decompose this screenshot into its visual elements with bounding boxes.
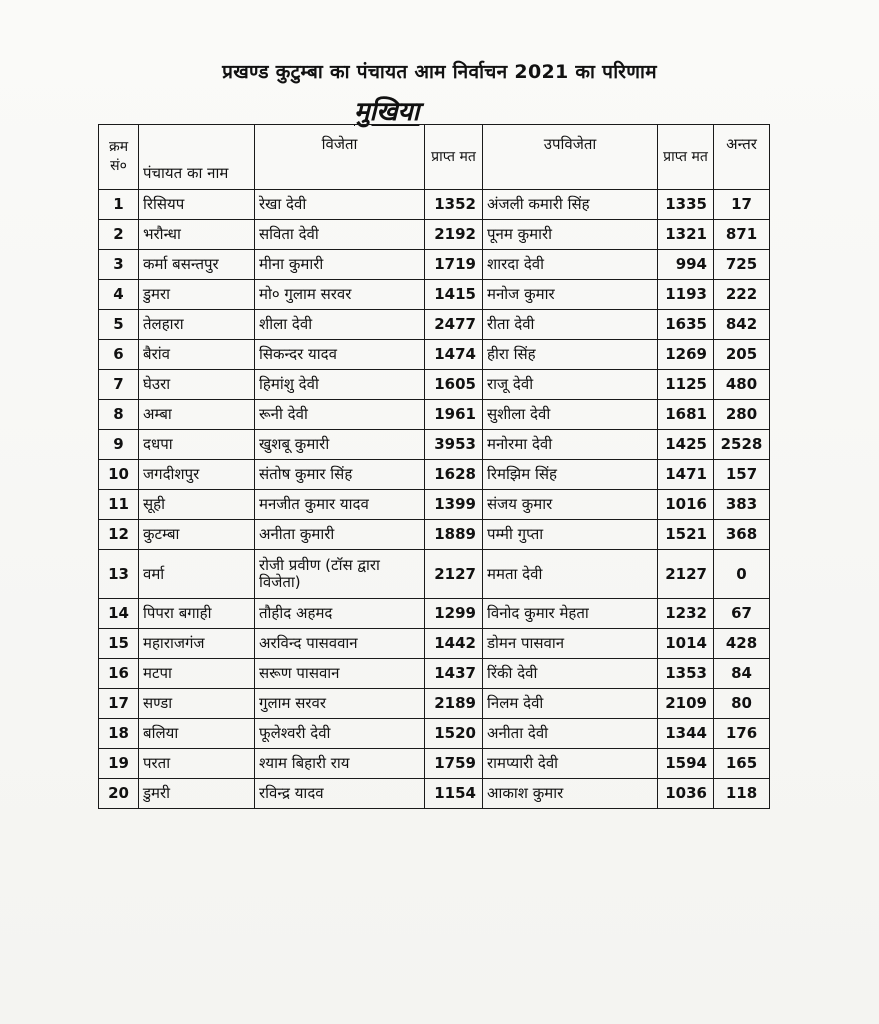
cell-runner-votes: 2127 [658, 550, 714, 599]
table-row [99, 310, 770, 340]
cell-panchayat: भरौन्धा [139, 220, 255, 250]
cell-winner-votes: 2127 [425, 550, 483, 599]
table-row [99, 689, 770, 719]
table-row [99, 659, 770, 689]
cell-runner-votes: 1321 [658, 220, 714, 250]
cell-winner: अनीता कुमारी [255, 520, 425, 550]
cell-runner-votes: 1232 [658, 599, 714, 629]
cell-panchayat: परता [139, 749, 255, 779]
cell-serial: 12 [99, 520, 139, 550]
cell-panchayat: घेउरा [139, 370, 255, 400]
cell-serial: 13 [99, 550, 139, 599]
cell-serial: 3 [99, 250, 139, 280]
cell-runner-up: अनीता देवी [483, 719, 658, 749]
cell-winner: सविता देवी [255, 220, 425, 250]
cell-winner-votes: 1415 [425, 280, 483, 310]
table-row [99, 520, 770, 550]
cell-panchayat: डुमरा [139, 280, 255, 310]
cell-winner-votes: 1719 [425, 250, 483, 280]
cell-panchayat: सण्डा [139, 689, 255, 719]
header-winner-votes: प्राप्त मत [425, 125, 483, 190]
cell-panchayat: डुमरी [139, 779, 255, 809]
cell-margin: 67 [714, 599, 770, 629]
cell-serial: 8 [99, 400, 139, 430]
cell-winner: रविन्द्र यादव [255, 779, 425, 809]
cell-margin: 205 [714, 340, 770, 370]
cell-runner-votes: 1471 [658, 460, 714, 490]
table-row [99, 550, 770, 599]
cell-margin: 871 [714, 220, 770, 250]
cell-runner-up: ममता देवी [483, 550, 658, 599]
cell-runner-votes: 1425 [658, 430, 714, 460]
cell-winner: सिकन्दर यादव [255, 340, 425, 370]
cell-runner-up: राजू देवी [483, 370, 658, 400]
cell-runner-votes: 1193 [658, 280, 714, 310]
cell-panchayat: कुटम्बा [139, 520, 255, 550]
cell-runner-up: मनोज कुमार [483, 280, 658, 310]
cell-runner-up: आकाश कुमार [483, 779, 658, 809]
table-row [99, 370, 770, 400]
table-row [99, 280, 770, 310]
cell-winner: गुलाम सरवर [255, 689, 425, 719]
cell-serial: 14 [99, 599, 139, 629]
document-title: प्रखण्ड कुटुम्बा का पंचायत आम निर्वाचन 2021 का परिणाम [222, 61, 657, 83]
table-row [99, 250, 770, 280]
cell-panchayat: सूही [139, 490, 255, 520]
cell-margin: 280 [714, 400, 770, 430]
cell-margin: 17 [714, 190, 770, 220]
cell-winner: रोजी प्रवीण (टॉस द्वारा विजेता) [255, 550, 425, 599]
table-row [99, 340, 770, 370]
cell-runner-votes: 1594 [658, 749, 714, 779]
cell-runner-votes: 1344 [658, 719, 714, 749]
cell-serial: 16 [99, 659, 139, 689]
cell-runner-votes: 2109 [658, 689, 714, 719]
cell-runner-up: पूनम कुमारी [483, 220, 658, 250]
cell-serial: 19 [99, 749, 139, 779]
cell-panchayat: अम्बा [139, 400, 255, 430]
cell-runner-up: शारदा देवी [483, 250, 658, 280]
cell-runner-votes: 1036 [658, 779, 714, 809]
cell-runner-up: रिमझिम सिंह [483, 460, 658, 490]
table-row [99, 599, 770, 629]
cell-panchayat: कर्मा बसन्तपुर [139, 250, 255, 280]
cell-runner-votes: 1635 [658, 310, 714, 340]
table-header-row [99, 125, 770, 190]
cell-panchayat: मटपा [139, 659, 255, 689]
cell-serial: 11 [99, 490, 139, 520]
cell-winner-votes: 1628 [425, 460, 483, 490]
cell-runner-votes: 1016 [658, 490, 714, 520]
cell-serial: 2 [99, 220, 139, 250]
cell-runner-up: मनोरमा देवी [483, 430, 658, 460]
cell-panchayat: वर्मा [139, 550, 255, 599]
cell-margin: 428 [714, 629, 770, 659]
cell-winner-votes: 1520 [425, 719, 483, 749]
cell-winner: मनजीत कुमार यादव [255, 490, 425, 520]
table-row [99, 430, 770, 460]
cell-serial: 1 [99, 190, 139, 220]
cell-runner-votes: 1521 [658, 520, 714, 550]
cell-panchayat: महाराजगंज [139, 629, 255, 659]
cell-runner-up: रिंकी देवी [483, 659, 658, 689]
cell-winner-votes: 1889 [425, 520, 483, 550]
cell-runner-up: निलम देवी [483, 689, 658, 719]
cell-margin: 2528 [714, 430, 770, 460]
cell-winner-votes: 1605 [425, 370, 483, 400]
cell-winner-votes: 1961 [425, 400, 483, 430]
cell-margin: 80 [714, 689, 770, 719]
results-table [98, 124, 770, 809]
cell-serial: 7 [99, 370, 139, 400]
cell-margin: 383 [714, 490, 770, 520]
cell-serial: 4 [99, 280, 139, 310]
cell-winner: संतोष कुमार सिंह [255, 460, 425, 490]
cell-winner: रेखा देवी [255, 190, 425, 220]
cell-winner-votes: 2192 [425, 220, 483, 250]
table-row [99, 220, 770, 250]
cell-serial: 17 [99, 689, 139, 719]
cell-margin: 157 [714, 460, 770, 490]
cell-winner-votes: 1437 [425, 659, 483, 689]
cell-winner: तौहीद अहमद [255, 599, 425, 629]
cell-margin: 842 [714, 310, 770, 340]
cell-winner-votes: 1399 [425, 490, 483, 520]
cell-runner-up: संजय कुमार [483, 490, 658, 520]
cell-winner-votes: 1352 [425, 190, 483, 220]
cell-winner-votes: 2477 [425, 310, 483, 340]
cell-runner-up: विनोद कुमार मेहता [483, 599, 658, 629]
table-row [99, 719, 770, 749]
cell-runner-up: हीरा सिंह [483, 340, 658, 370]
cell-serial: 20 [99, 779, 139, 809]
cell-winner-votes: 1759 [425, 749, 483, 779]
cell-winner: शीला देवी [255, 310, 425, 340]
cell-serial: 5 [99, 310, 139, 340]
cell-margin: 480 [714, 370, 770, 400]
cell-panchayat: दधपा [139, 430, 255, 460]
cell-runner-up: रीता देवी [483, 310, 658, 340]
cell-margin: 222 [714, 280, 770, 310]
cell-winner: फूलेश्वरी देवी [255, 719, 425, 749]
cell-margin: 725 [714, 250, 770, 280]
cell-serial: 18 [99, 719, 139, 749]
table-row [99, 190, 770, 220]
header-serial: क्रम सं० [99, 125, 139, 190]
cell-runner-up: डोमन पासवान [483, 629, 658, 659]
cell-margin: 176 [714, 719, 770, 749]
table-row [99, 400, 770, 430]
table-row [99, 460, 770, 490]
table-row [99, 629, 770, 659]
table-row [99, 779, 770, 809]
cell-runner-votes: 1335 [658, 190, 714, 220]
cell-runner-votes: 1681 [658, 400, 714, 430]
cell-runner-votes: 1125 [658, 370, 714, 400]
cell-winner-votes: 2189 [425, 689, 483, 719]
cell-margin: 84 [714, 659, 770, 689]
cell-runner-up: पम्मी गुप्ता [483, 520, 658, 550]
cell-winner-votes: 1154 [425, 779, 483, 809]
cell-panchayat: जगदीशपुर [139, 460, 255, 490]
cell-winner: मीना कुमारी [255, 250, 425, 280]
cell-winner: रूनी देवी [255, 400, 425, 430]
cell-margin: 368 [714, 520, 770, 550]
cell-winner: मो० गुलाम सरवर [255, 280, 425, 310]
cell-winner-votes: 1474 [425, 340, 483, 370]
header-runner-votes: प्राप्त मत [658, 125, 714, 190]
cell-runner-votes: 1014 [658, 629, 714, 659]
cell-panchayat: बैरांव [139, 340, 255, 370]
cell-margin: 0 [714, 550, 770, 599]
cell-serial: 10 [99, 460, 139, 490]
cell-panchayat: तेलहारा [139, 310, 255, 340]
header-winner: विजेता [255, 125, 425, 190]
cell-winner: श्याम बिहारी राय [255, 749, 425, 779]
cell-runner-up: सुशीला देवी [483, 400, 658, 430]
cell-margin: 118 [714, 779, 770, 809]
cell-winner-votes: 1442 [425, 629, 483, 659]
cell-winner: सरूण पासवान [255, 659, 425, 689]
cell-winner: अरविन्द पासववान [255, 629, 425, 659]
table-row [99, 749, 770, 779]
cell-winner-votes: 1299 [425, 599, 483, 629]
document-subtitle: मुखिया [354, 97, 420, 127]
cell-runner-votes: 994 [658, 250, 714, 280]
cell-runner-votes: 1353 [658, 659, 714, 689]
cell-serial: 15 [99, 629, 139, 659]
cell-panchayat: पिपरा बगाही [139, 599, 255, 629]
header-panchayat: पंचायत का नाम [139, 125, 255, 190]
table-row [99, 490, 770, 520]
cell-margin: 165 [714, 749, 770, 779]
cell-runner-up: अंजली कमारी सिंह [483, 190, 658, 220]
cell-winner: हिमांशु देवी [255, 370, 425, 400]
cell-runner-votes: 1269 [658, 340, 714, 370]
header-runner-up: उपविजेता [483, 125, 658, 190]
cell-winner-votes: 3953 [425, 430, 483, 460]
cell-panchayat: बलिया [139, 719, 255, 749]
cell-panchayat: रिसियप [139, 190, 255, 220]
cell-runner-up: रामप्यारी देवी [483, 749, 658, 779]
cell-serial: 9 [99, 430, 139, 460]
cell-winner: खुशबू कुमारी [255, 430, 425, 460]
cell-serial: 6 [99, 340, 139, 370]
header-margin: अन्तर [714, 125, 770, 190]
